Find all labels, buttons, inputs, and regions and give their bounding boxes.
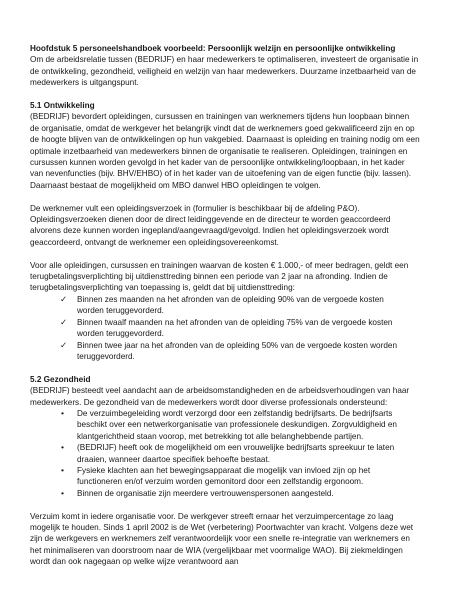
section-heading-ontwikkeling: 5.1 Ontwikkeling <box>30 101 95 111</box>
bullet-icon: • <box>61 487 65 498</box>
list-item-text: Binnen zes maanden na het afronden van de opleiding 90% van de vergoede kosten worden teruggevorderd. <box>77 294 384 316</box>
list-item <box>30 294 420 317</box>
gezondheid-paragraph-2: Verzuim komt in iedere organisatie voor. De werkgever streeft ernaar het verzuimpercentage zo laag mogelijk te houden. Sinds 1 april 2002 is de Wet (verbetering) Poortwachter van kracht. Volgens deze wet zijn de werkgevers en werknemers zelf verantwoordelijk voor een snelle re-integratie van werknemers en het minimaliseren van doorstroom naar de WIA (vergelijkbaar met voormalige WAO). Bij ziekmeldingen wordt dan ook nagegaan op welke wijze verantwoord aan <box>30 511 414 567</box>
chapter-title: Hoofdstuk 5 personeelshandboek voorbeeld: Persoonlijk welzijn en persoonlijke ontwikkeling <box>30 44 396 53</box>
ontwikkeling-paragraph-2: De werknemer vult een opleidingsverzoek in (formulier is beschikbaar bij de afdeling P&O). Opleidingsverzoeken dienen door de direct leidinggevende en de directeur te worden geaccordeerd alvorens deze kunnen worden ingepland/aangevraagd/gevolgd. Indien het opleidingsverzoek wordt geaccordeerd, ontvangt de werknemer een opleidingsovereenkomst. <box>30 203 391 247</box>
list-item-text: (BEDRIJF) heeft ook de mogelijkheid om een vrouwelijke bedrijfsarts spreekuur te laten draaien, wanneer daartoe specifiek behoefte bestaat. <box>77 443 395 464</box>
health-professionals-list <box>30 408 420 499</box>
list-item <box>30 488 420 499</box>
ontwikkeling-paragraph-3: Voor alle opleidingen, cursussen en trainingen waarvan de kosten € 1.000,- of meer bedragen, geldt een terugbetalingsverplichting bij uitdiensttreding binnen een periode van 2 jaar na afronding. Indien de terugbetalingsverplichting van toepassing is, geldt dat bij uitdiensttreding: <box>30 260 409 293</box>
list-item-text: Fysieke klachten aan het bewegingsapparaat die mogelijk van invloed zijn op het functioneren en/of verzuim worden gemonitord door een zelfstandig ergonoom. <box>77 465 371 487</box>
list-item <box>30 408 420 442</box>
section-heading-gezondheid: 5.2 Gezondheid <box>30 374 91 384</box>
chapter-intro: Om de arbeidsrelatie tussen (BEDRIJF) en haar medewerkers te optimaliseren, investeert de organisatie in de ontwikkeling, gezondheid, veiligheid en welzijn van haar medewerkers. Duurzame inzetbaarheid van de medewerkers is uitgangspunt. <box>30 55 419 88</box>
list-item-text: De verzuimbegeleiding wordt verzorgd door een zelfstandig bedrijfsarts. De bedrijfsarts beschikt over een netwerkorganisatie van professionele deskundigen. Zorgvuldigheid en klantgerichtheid staan voorop, met betrekking tot alle belanghebbende partijen. <box>77 408 397 441</box>
gezondheid-paragraph-1: (BEDRIJF) besteedt veel aandacht aan de arbeidsomstandigheden en de arbeidsverhoudingen van haar medewerkers. De gezondheid van de medewerkers wordt door diverse professionals ondersteund: <box>30 386 410 407</box>
repayment-checklist <box>30 294 420 362</box>
bullet-icon: • <box>61 407 65 418</box>
checkmark-icon: ✓ <box>60 339 68 350</box>
ontwikkeling-paragraph-1: (BEDRIJF) bevordert opleidingen, cursussen en trainingen van werknemers tijdens hun loopbaan binnen de organisatie, omdat de werkgever het belangrijk vindt dat de werknemers goed gekwalificeerd zijn en op de hoogte blijven van de ontwikkelingen op hun vakgebied. Daarnaast is opleiding en training nodig om een optimale inzetbaarheid van medewerkers binnen de organisatie te realiseren. Opleidingen, trainingen en cursussen kunnen worden gevolgd in het kader van de persoonlijke ontwikkeling/loopbaan, in het kader van nevenfuncties (bijv. BHV/EHBO) of in het kader van de uitoefening van de eigen functie (bijv. lassen). Daarnaast bestaat de mogelijkheid om MBO danwel HBO opleidingen te volgen. <box>30 112 420 190</box>
checkmark-icon: ✓ <box>60 316 68 327</box>
bullet-icon: • <box>61 442 65 453</box>
list-item-text: Binnen twee jaar na het afronden van de opleiding 50% van de vergoede kosten worden teruggevorderd. <box>77 340 397 361</box>
checkmark-icon: ✓ <box>60 293 68 304</box>
list-item <box>30 465 420 488</box>
list-item <box>30 317 420 340</box>
bullet-icon: • <box>61 464 65 475</box>
list-item-text: Binnen de organisatie zijn meerdere vertrouwenspersonen aangesteld. <box>77 488 334 498</box>
list-item <box>30 340 420 363</box>
list-item-text: Binnen twaalf maanden na het afronden van de opleiding 75% van de vergoede kosten worden teruggevorderd. <box>77 317 393 339</box>
list-item <box>30 442 420 465</box>
